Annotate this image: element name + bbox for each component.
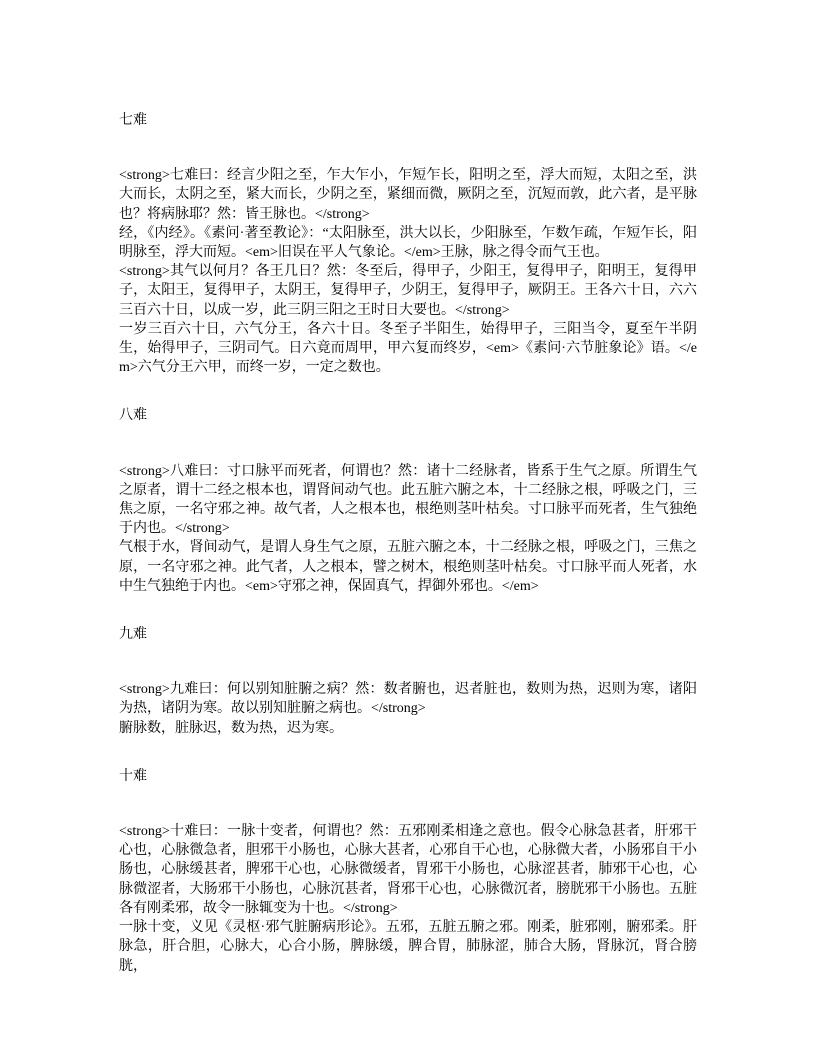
paragraph: <strong>十难曰：一脉十变者，何谓也？然：五邪刚柔相逢之意也。假令心脉急甚者，肝邪干心也，心脉微急者，胆邪干小肠也，心脉大甚者，心邪自干心也，心脉微大者，小肠邪自干小肠也，心脉缓甚者，脾邪干心也，心脉微缓者，胃邪干小肠也，心脉涩甚者，肺邪干心也，心脉微涩者，大肠邪干小肠也，心脉沉甚者，肾邪干心也，心脉微沉者，膀胱邪干小肠也。五脏各有刚柔邪，故令一脉辄变为十也。</strong> [119,824,697,916]
paragraph: <strong>其气以何月？各王几日？然：冬至后，得甲子，少阳王，复得甲子，阳明王，复得甲子，太阳王，复得甲子，太阴王，复得甲子，少阴王，复得甲子，厥阴王。王各六十日，六六三百六十日，以成一岁，此三阴三阳之王时日大要也。</strong> [119,264,697,318]
section-difficulty-9 [119,625,697,738]
section-difficulty-7 [119,111,697,377]
paragraph: <strong>八难曰：寸口脉平而死者，何谓也？然：诸十二经脉者，皆系于生气之原。所谓生气之原者，谓十二经之根本也，谓肾间动气也。此五脏六腑之本，十二经脉之根，呼吸之门，三焦之原，一名守邪之神。故气者，人之根本也，根绝则茎叶枯矣。寸口脉平而死者，生气独绝于内也。</strong> [119,463,697,537]
paragraph: 一脉十变，义见《灵枢·邪气脏腑病形论》。五邪，五脏五腑之邪。刚柔，脏邪刚，腑邪柔。肝脉急，肝合胆，心脉大，心合小肠，脾脉缓，脾合胃，肺脉涩，肺合大肠，肾脉沉，肾合膀胱， [119,920,697,974]
paragraph: 经，《内经》。《素问·著至教论》：“太阳脉至，洪大以长，少阳脉至，乍数乍疏，乍短乍长，阳明脉至，浮大而短。<em>旧误在平人气象论。</em>王脉，脉之得令而气王也。 [119,225,697,261]
section-difficulty-8 [119,406,697,596]
paragraph: <strong>七难曰：经言少阳之至，乍大乍小，乍短乍长，阳明之至，浮大而短，太阳之至，洪大而长，太阴之至，紧大而长，少阴之至，紧细而微，厥阴之至，沉短而敦，此六者，是平脉也？将病脉耶？然：皆王脉也。</strong> [119,168,697,222]
paragraph: <strong>九难曰：何以别知脏腑之病？然：数者腑也，迟者脏也，数则为热，迟则为寒，诸阳为热，诸阴为寒。故以别知脏腑之病也。</strong> [119,682,697,717]
section-title: 八难 [119,408,147,424]
paragraph: 气根于水，肾间动气，是谓人身生气之原，五脏六腑之本，十二经脉之根，呼吸之门，三焦之原，一名守邪之神。此气者，人之根本，譬之树木，根绝则茎叶枯矣。寸口脉平而人死者，水中生气独绝于内也。<em>守邪之神，保固真气，捍御外邪也。</em> [119,540,697,594]
paragraph: 一岁三百六十日，六气分王，各六十日。冬至子半阳生，始得甲子，三阳当令，夏至午半阴生，始得甲子，三阴司气。日六竟而周甲，甲六复而终岁，<em>《素问·六节脏象论》语。</em>六气分王六甲，而终一岁，一定之数也。 [119,321,697,376]
section-difficulty-10 [119,767,697,976]
section-title: 十难 [119,768,147,784]
paragraph: 腑脉数，脏脉迟，数为热，迟为寒。 [119,720,343,736]
section-title: 九难 [119,627,147,643]
section-title: 七难 [119,113,147,128]
